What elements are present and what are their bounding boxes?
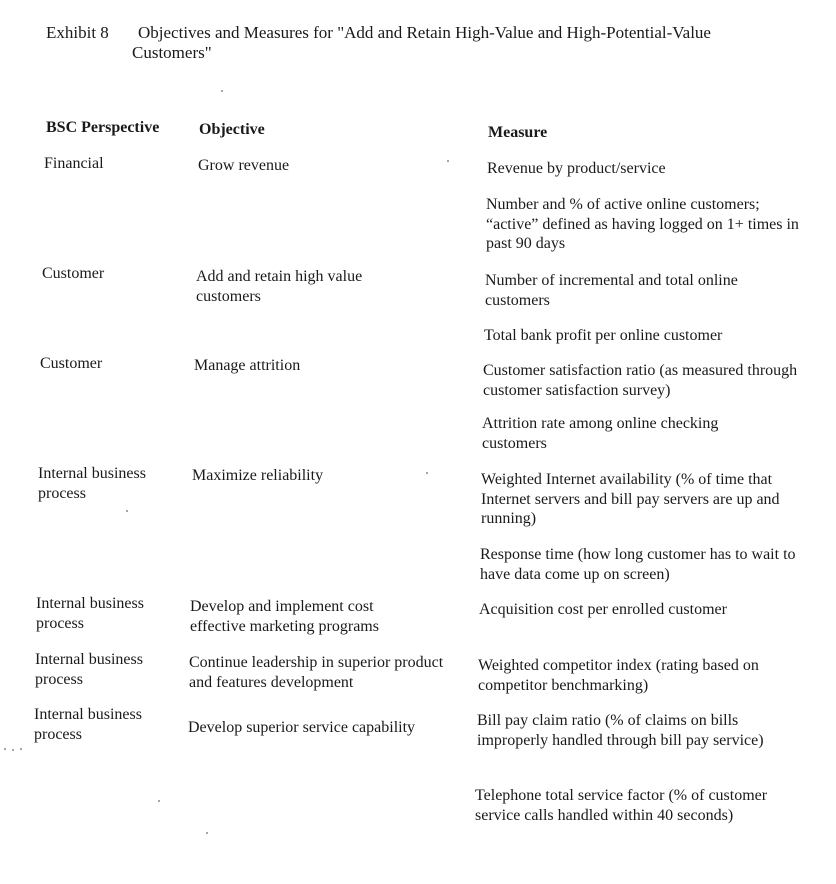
row-measure: Weighted competitor index (rating based on competitor benchmarking) (478, 657, 759, 694)
row-measure: Customer satisfaction ratio (as measured through customer satisfaction survey) (483, 362, 798, 399)
row-measure: Acquisition cost per enrolled customer (479, 601, 727, 618)
row-perspective: Customer (40, 355, 103, 372)
exhibit-title-line2: Customers" (132, 43, 212, 62)
row-objective: Grow revenue (198, 157, 290, 174)
speck (158, 800, 160, 802)
row-measure: Response time (how long customer has to wait to have data come up on screen) (480, 546, 796, 583)
row-perspective: Internal business process (35, 651, 143, 688)
speck (426, 472, 428, 474)
header-objective: Objective (199, 121, 265, 138)
exhibit-label: Exhibit 8 (46, 23, 109, 42)
row-measure: Telephone total service factor (% of customer service calls handled within 40 seconds) (475, 787, 768, 824)
row-measure: Bill pay claim ratio (% of claims on bills improperly handled through bill pay service) (477, 712, 764, 749)
row-objective: Maximize reliability (192, 467, 324, 484)
row-objective: Develop superior service capability (188, 719, 416, 736)
speck (221, 90, 223, 92)
row-perspective: Internal business process (38, 465, 146, 502)
row-measure: Attrition rate among online checking customers (482, 415, 719, 452)
row-objective: Develop and implement cost effective marketing programs (190, 598, 379, 635)
header-measure: Measure (488, 124, 548, 141)
row-measure: Revenue by product/service (487, 160, 666, 177)
speck (20, 748, 22, 750)
speck (4, 748, 6, 750)
row-perspective: Internal business process (36, 595, 144, 632)
speck (206, 832, 208, 834)
row-objective: Add and retain high value customers (196, 268, 363, 305)
row-perspective: Financial (44, 155, 104, 172)
row-measure: Number and % of active online customers; “active” defined as having logged on 1+ times in past 90 days (486, 196, 799, 252)
row-perspective: Internal business process (34, 706, 142, 743)
row-perspective: Customer (42, 265, 105, 282)
speck (126, 510, 128, 512)
row-objective: Manage attrition (194, 357, 301, 374)
header-perspective: BSC Perspective (46, 119, 160, 136)
exhibit-title-line1: Objectives and Measures for "Add and Retain High-Value and High-Potential-Value (138, 23, 711, 42)
speck (12, 749, 14, 751)
row-measure: Number of incremental and total online customers (485, 272, 738, 309)
row-measure: Weighted Internet availability (% of time that Internet servers and bill pay servers are up and running) (481, 471, 780, 527)
speck (447, 160, 449, 162)
row-objective: Continue leadership in superior product and features development (189, 654, 444, 691)
row-measure: Total bank profit per online customer (484, 327, 723, 344)
